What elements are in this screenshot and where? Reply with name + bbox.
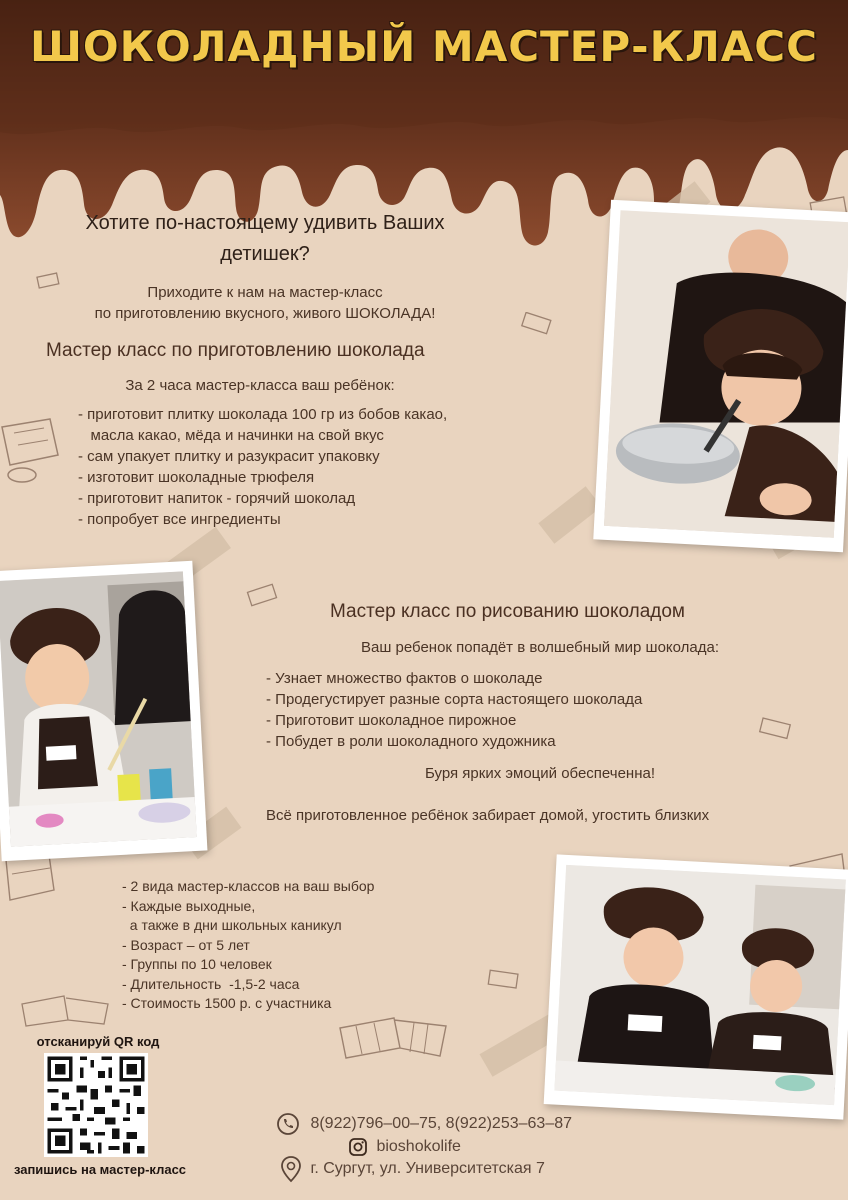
chocolate-bar-icon xyxy=(246,582,280,608)
list-item: - Узнает множество фактов о шоколаде xyxy=(266,670,543,687)
contact-instagram-row xyxy=(348,1137,461,1157)
intro-question-line2: детишек? xyxy=(220,243,310,265)
photo-drawing xyxy=(0,561,207,861)
phone-number[interactable]: 8(922)796–00–75, 8(922)253–63–87 xyxy=(310,1115,573,1132)
location-pin-icon xyxy=(280,1155,302,1183)
photo-cooking xyxy=(593,200,848,553)
cooking-class-title: Мастер класс по приготовлению шоколада xyxy=(46,340,425,361)
qr-code-icon xyxy=(44,1053,148,1157)
list-item: - Стоимость 1500 р. с участника xyxy=(122,995,332,1011)
photo-drawing-illustration xyxy=(0,571,197,846)
details-list xyxy=(122,877,482,1014)
drawing-class-emotions: Буря ярких эмоций обеспеченна! xyxy=(424,765,656,782)
intro-question-line1: Хотите по-настоящему удивить Ваших xyxy=(85,212,445,234)
list-item: - Побудет в роли шоколадного художника xyxy=(266,733,556,750)
list-item: - Возраст – от 5 лет xyxy=(122,936,250,953)
qr-top-label: отсканируй QR код xyxy=(36,1034,160,1049)
phone-icon xyxy=(276,1112,300,1136)
contact-address-row xyxy=(280,1155,545,1183)
list-item: - изготовит шоколадные трюфеля xyxy=(78,469,315,486)
intro-invite-line1: Приходите к нам на мастер-класс xyxy=(147,284,383,301)
list-item: - Группы по 10 человек xyxy=(122,956,272,972)
list-item: - Приготовит шоколадное пирожное xyxy=(266,712,517,729)
list-item: а также в дни школьных каникул xyxy=(122,917,342,933)
drawing-class-title: Мастер класс по рисованию шоколадом xyxy=(330,601,685,622)
instagram-icon xyxy=(348,1137,368,1157)
list-item: - приготовит напиток - горячий шоколад xyxy=(78,490,356,507)
list-item: - 2 вида мастер-классов на ваш выбор xyxy=(122,878,375,894)
contact-phone-row xyxy=(276,1112,572,1136)
qr-bottom-label: запишись на мастер-класс xyxy=(13,1162,187,1177)
list-item: - Каждые выходные, xyxy=(122,897,256,914)
instagram-handle[interactable]: bioshokolife xyxy=(376,1138,461,1155)
intro-invite-line2: по приготовлению вкусного, живого ШОКОЛАДА! xyxy=(94,305,436,322)
chocolate-bar-icon xyxy=(520,312,554,336)
cooking-class-list xyxy=(78,404,558,530)
list-item: - сам упакует плитку и разукрасит упаковку xyxy=(78,448,380,465)
cooking-class-lead: За 2 часа мастер-класса ваш ребёнок: xyxy=(125,377,395,394)
photo-cooking-illustration xyxy=(604,210,848,538)
photo-kids-illustration xyxy=(554,865,845,1105)
list-item: - Длительность -1,5-2 часа xyxy=(122,975,300,992)
page-title: ШОКОЛАДНЫЙ МАСТЕР-КЛАСС xyxy=(30,22,818,71)
chocolate-pieces-sketch-icon xyxy=(334,1008,454,1066)
chocolate-pieces-sketch-icon xyxy=(18,990,114,1030)
address-text: г. Сургут, ул. Университетская 7 xyxy=(310,1160,545,1177)
drawing-class-lead: Ваш ребенок попадёт в волшебный мир шоколада: xyxy=(360,639,720,656)
chocolate-bar-icon xyxy=(486,968,522,992)
chocolate-sketch-icon xyxy=(0,415,62,487)
photo-kids xyxy=(544,854,848,1119)
drawing-class-takeaway: Всё приготовленное ребёнок забирает домой, угостить близких xyxy=(266,807,710,824)
qr-code[interactable] xyxy=(44,1053,148,1157)
drawing-class-list xyxy=(266,668,766,752)
list-item: - попробует все ингредиенты xyxy=(78,511,281,528)
list-item: масла какао, мёда и начинки на свой вкус xyxy=(78,427,384,444)
list-item: - приготовит плитку шоколада 100 гр из бобов какао, xyxy=(78,406,448,423)
list-item: - Продегустирует разные сорта настоящего шоколада xyxy=(266,691,643,708)
